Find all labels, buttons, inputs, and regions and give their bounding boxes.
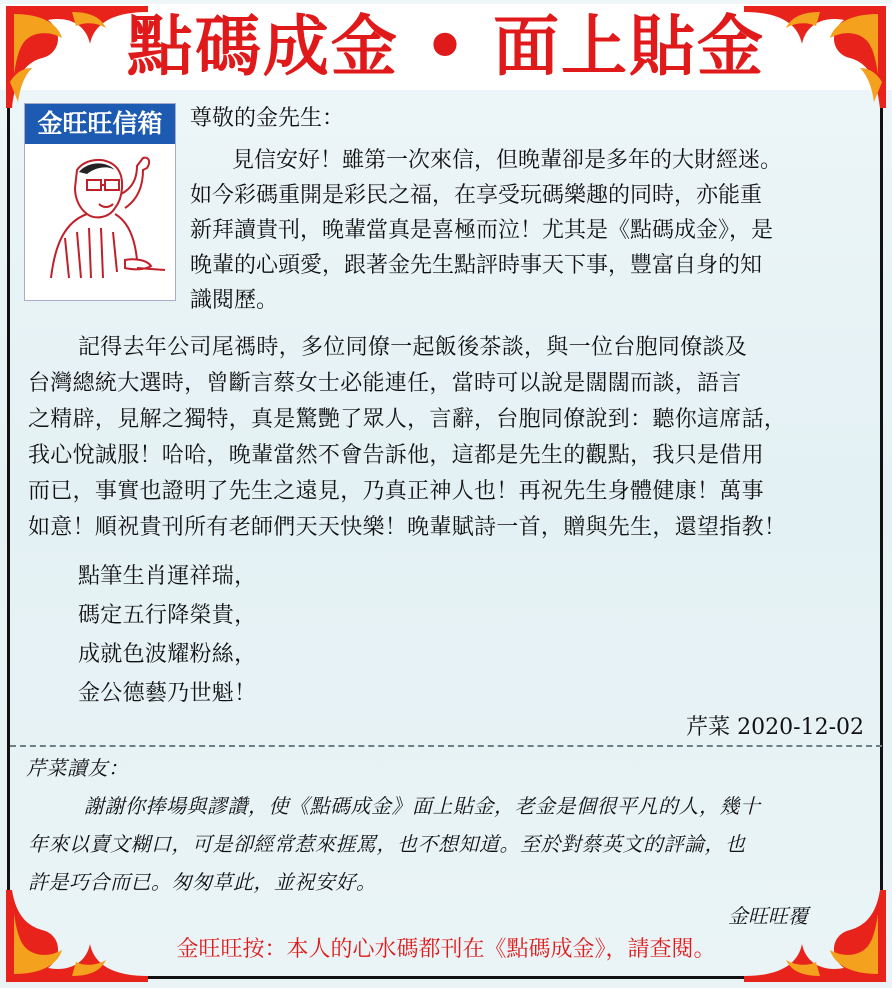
letter-paragraph-line: 記得去年公司尾禡時，多位同僚一起飯後茶談，與一位台胞同僚談及: [78, 335, 748, 360]
letter-paragraph-line: 台灣總統大選時，曾斷言蔡女士必能連任，當時可以說是闊闊而談，語言: [28, 371, 742, 396]
letter-line: 如今彩碼重開是彩民之福，在享受玩碼樂趣的同時，亦能重: [190, 183, 763, 208]
letter-paragraph-line: 如意！順祝貴刊所有老師們天天快樂！晚輩賦詩一首，贈與先生，還望指教！: [28, 515, 787, 540]
reply-line: 年來以賣文糊口，可是卻經常惹來捱罵，也不想知道。至於對蔡英文的評論，也: [28, 832, 746, 856]
poem-line: 碼定五行降榮貴，: [78, 603, 257, 628]
letter-paragraph-line: 之精辟，見解之獨特，真是驚艷了眾人，言辭，台胞同僚說到：聽你這席話，: [28, 407, 787, 432]
reply-line: 許是巧合而已。匆匆草此，並祝安好。: [28, 870, 377, 894]
reply-line: 謝謝你捧場與謬讚，使《點碼成金》面上貼金，老金是個很平凡的人，幾十: [84, 794, 761, 818]
reply-signature: 金旺旺覆: [728, 904, 808, 928]
reply-salutation: 芹菜讀友：: [26, 756, 129, 780]
writer-illustration-icon: [25, 148, 175, 298]
letter-paragraph-line: 我心悅誠服！哈哈，晚輩當然不會告訴他，這都是先生的觀點，我只是借用: [28, 443, 764, 468]
poem-line: 成就色波耀粉絲，: [78, 642, 257, 667]
poem-line: 金公德藝乃世魁！: [78, 681, 257, 706]
letter-salutation: 尊敬的金先生：: [190, 106, 345, 131]
column-label: 金旺旺信箱: [25, 104, 175, 144]
letter-signature: 芹菜 2020-12-02: [686, 715, 864, 740]
ornament-corner-top-left: [2, 2, 152, 112]
letter-line: 識閱歷。: [190, 288, 279, 313]
letter-line: 新拜讀貴刊，晚輩當真是喜極而泣！尤其是《點碼成金》，是: [190, 218, 774, 243]
letter-line: 晚輩的心頭愛，跟著金先生點評時事天下事，豐富自身的知: [190, 253, 763, 278]
column-logo: [24, 103, 176, 301]
footer-note: 金旺旺按：本人的心水碼都刊在《點碼成金》，請查閱。: [176, 937, 716, 962]
page-title: 點碼成金 • 面上貼金: [0, 4, 892, 90]
ornament-corner-top-right: [740, 2, 890, 112]
letter-line: 見信安好！雖第一次來信，但晚輩卻是多年的大財經迷。: [232, 148, 783, 173]
poem-line: 點筆生肖運祥瑞，: [78, 564, 257, 589]
letter-paragraph-line: 而已，事實也證明了先生之遠見，乃真正神人也！再祝先生身體健康！萬事: [28, 479, 764, 504]
divider: [10, 745, 882, 747]
